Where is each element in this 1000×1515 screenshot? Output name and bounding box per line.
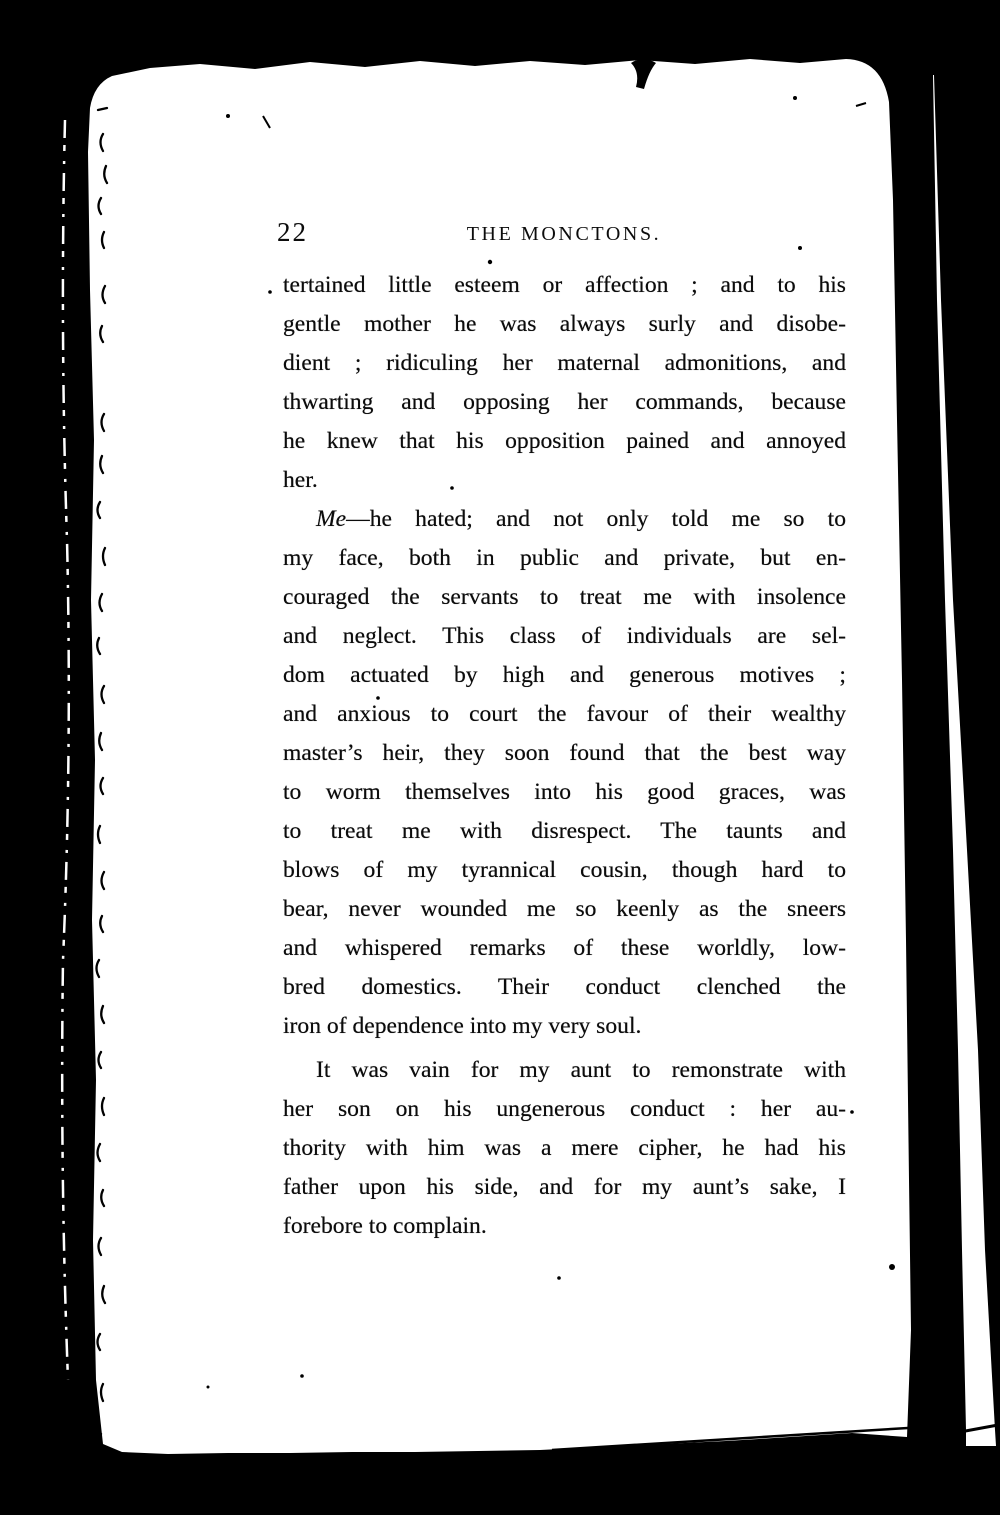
text-line: to worm themselves into his good graces, was bbox=[283, 779, 846, 805]
text-line: iron of dependence into my very soul. bbox=[283, 1013, 642, 1039]
text-line: thority with him was a mere cipher, he had his bbox=[283, 1135, 846, 1161]
text-line: blows of my tyrannical cousin, though hard to bbox=[283, 857, 846, 883]
text-line: and neglect. This class of individuals are sel- bbox=[283, 623, 846, 649]
text-line: father upon his side, and for my aunt’s sake, I bbox=[283, 1174, 846, 1200]
text-line: bred domestics. Their conduct clenched the bbox=[283, 974, 846, 1000]
text-line bbox=[283, 500, 846, 539]
text-line: forebore to complain. bbox=[283, 1213, 487, 1239]
text-line-rest: —he hated; and not only told me so to bbox=[346, 506, 846, 532]
text-line: to treat me with disrespect. The taunts and bbox=[283, 818, 846, 844]
running-header-title: THE MONCTONS. bbox=[466, 223, 662, 245]
text-line: It was vain for my aunt to remonstrate with bbox=[316, 1057, 846, 1083]
text-line: couraged the servants to treat me with insolence bbox=[283, 584, 846, 610]
text-line: master’s heir, they soon found that the best way bbox=[283, 740, 846, 766]
text-line: dom actuated by high and generous motives ; bbox=[283, 662, 846, 688]
italic-lead-word: Me bbox=[316, 506, 347, 532]
text-line: dient ; ridiculing her maternal admonitions, and bbox=[283, 350, 846, 376]
text-line: and whispered remarks of these worldly, low- bbox=[283, 935, 846, 961]
text-line: my face, both in public and private, but en- bbox=[283, 545, 846, 571]
text-line: he knew that his opposition pained and annoyed bbox=[283, 428, 846, 454]
text-line: and anxious to court the favour of their wealthy bbox=[283, 701, 846, 727]
text-line: gentle mother he was always surly and disobe- bbox=[283, 311, 846, 337]
text-line: tertained little esteem or affection ; and to his bbox=[283, 272, 846, 298]
text-line: her. bbox=[283, 467, 318, 493]
text-line: her son on his ungenerous conduct : her au- bbox=[283, 1096, 846, 1122]
page-number: 22 bbox=[277, 217, 308, 247]
text-line: thwarting and opposing her commands, because bbox=[283, 389, 846, 415]
body-text bbox=[283, 266, 846, 1246]
text-line: bear, never wounded me so keenly as the sneers bbox=[283, 896, 846, 922]
